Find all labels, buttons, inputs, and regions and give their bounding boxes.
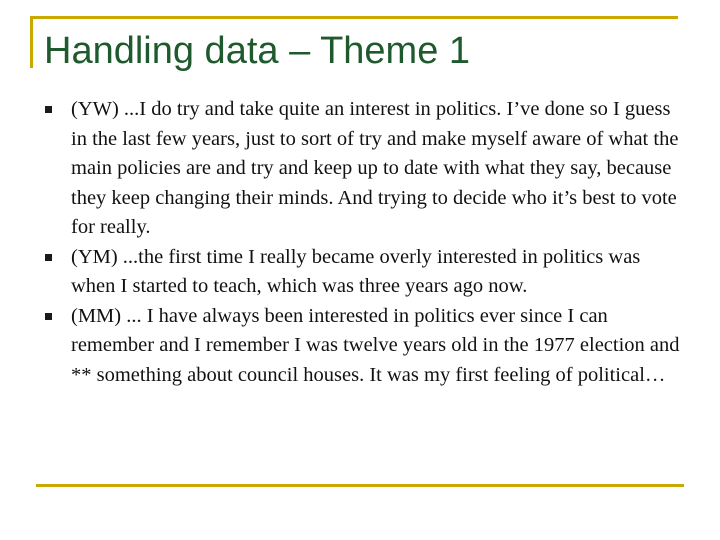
bullet-item-yw <box>44 95 684 243</box>
bottom-border-line <box>36 484 684 487</box>
bullet-text-yw: (YW) ...I do try and take quite an interest in politics. I’ve done so I guess in the last few years, just to sort of try and make myself aware of what the main policies are and try and keep up to date with what they say, because they keep changing their minds. And trying to decide who it’s best to vote for really. <box>71 98 679 238</box>
square-bullet-icon <box>45 313 52 320</box>
bullet-item-ym <box>44 243 684 302</box>
bullet-list <box>44 95 684 390</box>
top-border-line <box>30 16 678 19</box>
left-border-line <box>30 16 33 68</box>
square-bullet-icon <box>45 106 52 113</box>
bullet-item-mm <box>44 302 684 391</box>
slide-title: Handling data – Theme 1 <box>44 30 471 72</box>
square-bullet-icon <box>45 254 52 261</box>
bullet-text-mm: (MM) ... I have always been interested in politics ever since I can remember and I remember I was twelve years old in the 1977 election and ** something about council houses. It was my first feeling of political… <box>71 304 680 386</box>
bullet-text-ym: (YM) ...the first time I really became overly interested in politics was when I started to teach, which was three years ago now. <box>71 245 641 297</box>
